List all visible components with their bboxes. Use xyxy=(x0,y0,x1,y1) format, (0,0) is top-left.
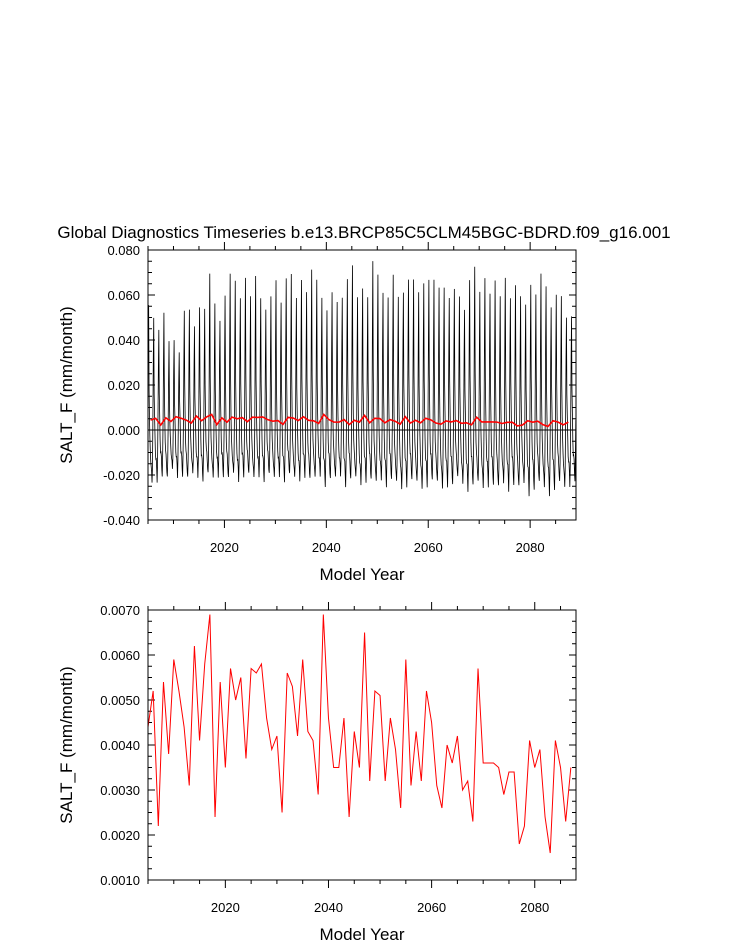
annual-series-group xyxy=(151,414,569,426)
x-axis-label: Model Year xyxy=(319,565,405,584)
plot-frame xyxy=(148,610,576,880)
y-tick-label: 0.060 xyxy=(107,288,140,303)
x-tick-label: 2060 xyxy=(417,900,447,915)
y-tick-label: 0.0060 xyxy=(100,648,140,663)
y-tick-labels xyxy=(100,603,140,888)
annual-mean-series-line xyxy=(148,615,571,854)
x-tick-label: 2040 xyxy=(311,540,341,555)
x-tick-label: 2020 xyxy=(210,900,240,915)
timeseries-panel-monthly xyxy=(57,242,576,584)
y-axis-label: SALT_F (mm/month) xyxy=(57,306,76,464)
y-tick-label: -0.040 xyxy=(103,513,140,528)
x-tick-label: 2020 xyxy=(209,540,239,555)
y-axis-label: SALT_F (mm/month) xyxy=(57,666,76,824)
x-tick-label: 2080 xyxy=(515,540,545,555)
annual-series-group xyxy=(148,615,571,854)
y-tick-label: 0.0050 xyxy=(100,693,140,708)
y-tick-label: 0.0040 xyxy=(100,738,140,753)
y-tick-label: 0.0010 xyxy=(100,873,140,888)
y-tick-label: 0.0070 xyxy=(100,603,140,618)
y-tick-label: -0.020 xyxy=(103,468,140,483)
monthly-series-line xyxy=(148,261,576,496)
x-tick-labels xyxy=(211,900,549,915)
x-tick-label: 2060 xyxy=(413,540,443,555)
y-tick-label: 0.040 xyxy=(107,333,140,348)
y-tick-label: 0.0030 xyxy=(100,783,140,798)
x-tick-label: 2080 xyxy=(520,900,550,915)
y-tick-label: 0.020 xyxy=(107,378,140,393)
x-tick-labels xyxy=(210,540,545,555)
tick-marks xyxy=(148,602,576,888)
y-tick-label: 0.0020 xyxy=(100,828,140,843)
x-axis-label: Model Year xyxy=(319,925,405,944)
x-tick-label: 2040 xyxy=(314,900,343,915)
annual-mean-series-line xyxy=(151,414,569,426)
y-tick-label: 0.000 xyxy=(107,423,140,438)
y-tick-labels xyxy=(103,243,140,528)
chart-title: Global Diagnostics Timeseries b.e13.BRCP85C5CLM45BGC-BDRD.f09_g16.001 xyxy=(57,223,671,242)
timeseries-panel-annual xyxy=(57,602,576,944)
monthly-series-group xyxy=(148,261,576,496)
y-tick-label: 0.080 xyxy=(107,243,140,258)
